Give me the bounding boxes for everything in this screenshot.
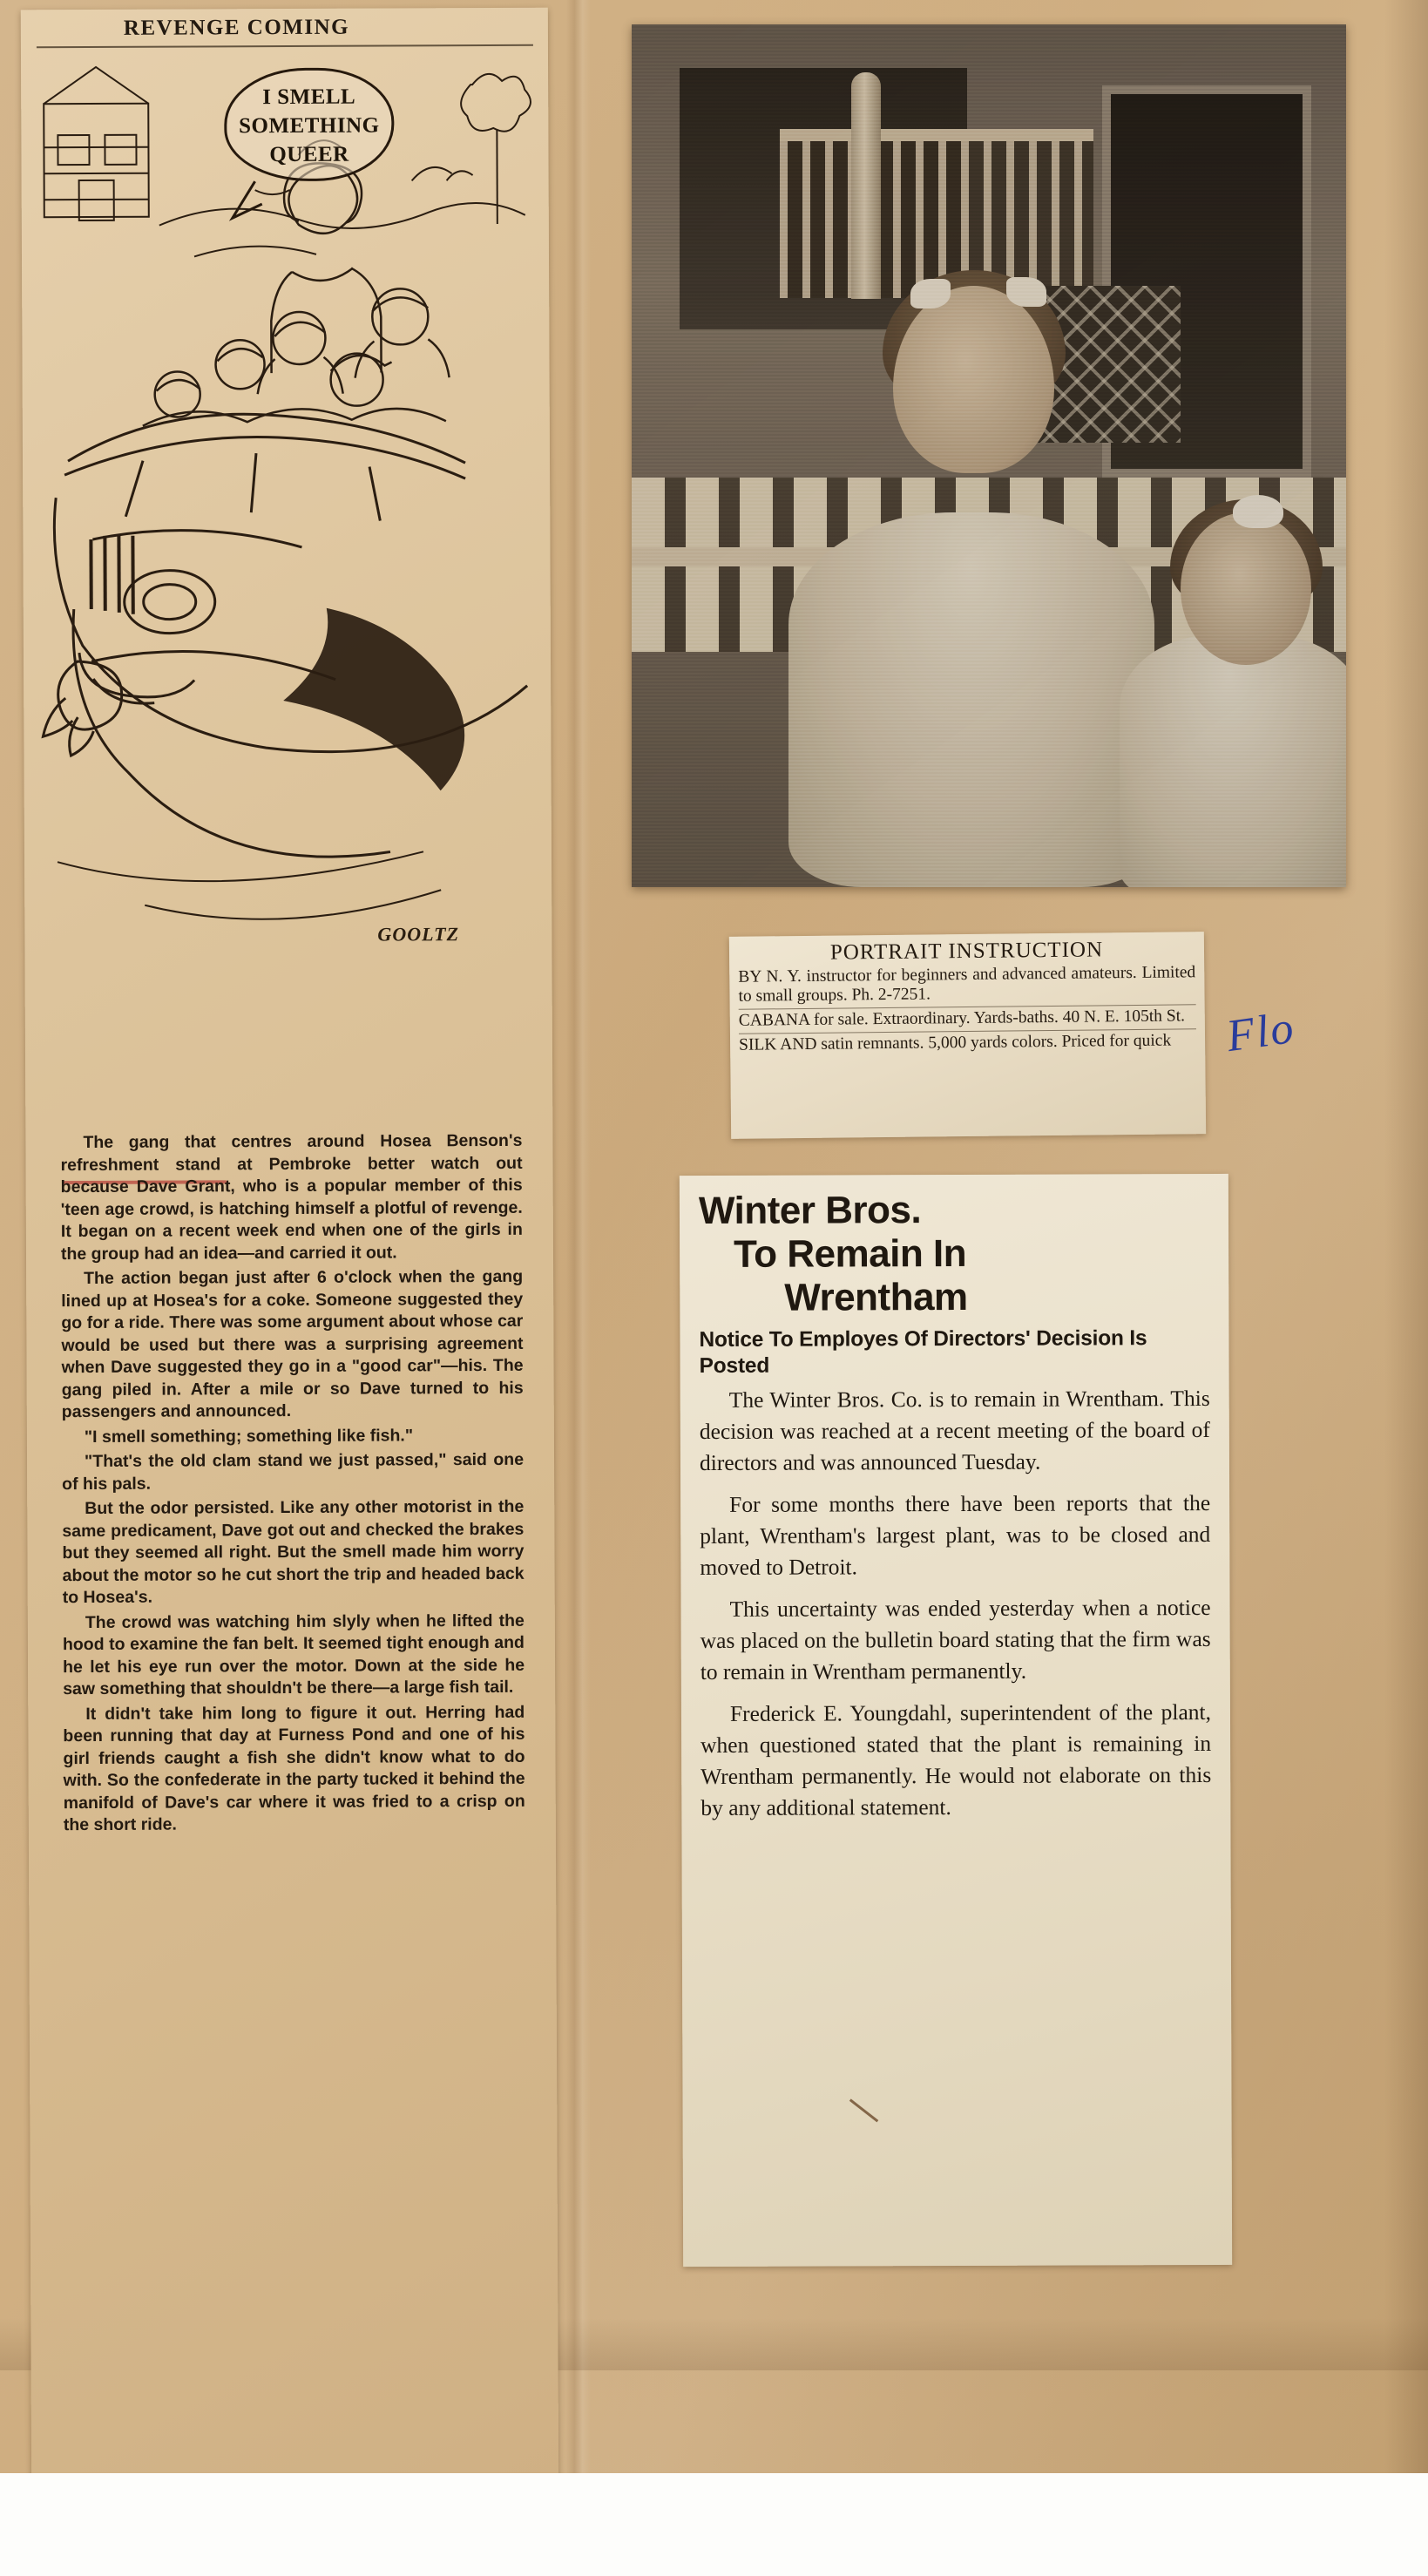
photograph-two-girls <box>632 24 1346 887</box>
handwritten-note-flo: Flo <box>1223 1002 1298 1062</box>
classified-line: CABANA for sale. Extraordinary. Yards-baths. 40 N. E. 105th St. <box>738 1007 1186 1030</box>
page-edge-shadow <box>1384 0 1428 2473</box>
winter-article-body <box>700 1383 1212 1824</box>
cartoon-drawing-svg <box>37 50 539 1045</box>
paper-scratch-mark <box>849 2098 878 2122</box>
article-paragraph: The crowd was watching him slyly when he lifted the hood to examine the fan belt. It seemed tight enough and he let his eye run over the motor. Down at the side he saw something that shouldn't be there—a large fish tail. <box>62 1610 525 1699</box>
article-paragraph: The action began just after 6 o'clock when the gang lined up at Hosea's for a coke. Someone suggested they go for a ride. There was some argument about whose car would be used but there was a surprising agreement when Dave suggested they go in a "good car"—his. The gang piled in. After a mile or so Dave turned to his passengers and announced. <box>61 1266 524 1422</box>
headline-rule <box>37 44 533 48</box>
scan-background <box>0 2473 1428 2576</box>
comic-article-clipping <box>21 8 558 2503</box>
classified-title: PORTRAIT INSTRUCTION <box>829 938 1104 965</box>
speech-bubble: I SMELL SOMETHING QUEER <box>224 67 395 181</box>
winter-headline <box>699 1188 1210 1320</box>
comic-headline: REVENGE COMING <box>123 15 350 40</box>
article-paragraph: It didn't take him long to figure it out. Herring had been running that day at Furness Pond and one of his girl friends caught a fish she didn't know what to do with. So the confederate in the party tucked it behind the manifold of Dave's car where it was fried to a crisp on the short ride. <box>63 1702 525 1835</box>
winter-subheadline: Notice To Employes Of Directors' Decision Is Posted <box>699 1326 1147 1379</box>
comic-article-body <box>60 1130 525 1840</box>
winter-headline-line-3: Wrentham <box>784 1275 968 1319</box>
winter-paragraph: This uncertainty was ended yesterday when a notice was placed on the bulletin board stating that the firm was to remain in Wrentham permanently. <box>700 1594 1211 1685</box>
winter-paragraph: Frederick E. Youngdahl, superintendent of the plant, when questioned stated that the plant is remaining in Wrentham permanently. He would not elaborate on this by any additional statement. <box>700 1698 1212 1821</box>
winter-paragraph: The Winter Bros. Co. is to remain in Wrentham. This decision was reached at a recent meeting of the board of directors and was announced Tuesday. <box>699 1385 1210 1476</box>
classified-ads-clipping <box>729 932 1206 1139</box>
classified-line: BY N. Y. instructor for beginners and advanced amateurs. Limited to small groups. Ph. 2-7251. <box>738 963 1196 1006</box>
cartoon-illustration <box>37 50 539 1045</box>
winter-headline-line-2: To Remain In <box>734 1231 967 1276</box>
winter-paragraph: For some months there have been reports that the plant, Wrentham's largest plant, was to be closed and moved to Detroit. <box>700 1489 1211 1581</box>
article-paragraph: But the odor persisted. Like any other motorist in the same predicament, Dave got out and checked the brakes but they seemed all right. But the smell made him worry about the motor so he cut short the trip and headed back to Hosea's. <box>62 1496 525 1608</box>
article-paragraph: The gang that centres around Hosea Benson's refreshment stand at Pembroke better watch out because Dave Grant, who is a popular member of this 'teen age crowd, is hatching himself a plotful of revenge. It began on a recent week end when one of the girls in the group had an idea—and carried it out. <box>60 1130 523 1264</box>
winter-bros-clipping <box>680 1174 1232 2267</box>
article-paragraph: "That's the old clam stand we just passed," said one of his pals. <box>62 1449 525 1494</box>
classified-line: SILK AND satin remnants. 5,000 yards colors. Priced for quick <box>738 1031 1172 1054</box>
page-fold-crease <box>566 0 591 2473</box>
photo-grain-overlay <box>632 24 1346 887</box>
winter-headline-line-1: Winter Bros. <box>698 1189 922 1233</box>
article-paragraph: "I smell something; something like fish." <box>84 1425 414 1447</box>
artist-signature: GOOLTZ <box>377 923 460 946</box>
